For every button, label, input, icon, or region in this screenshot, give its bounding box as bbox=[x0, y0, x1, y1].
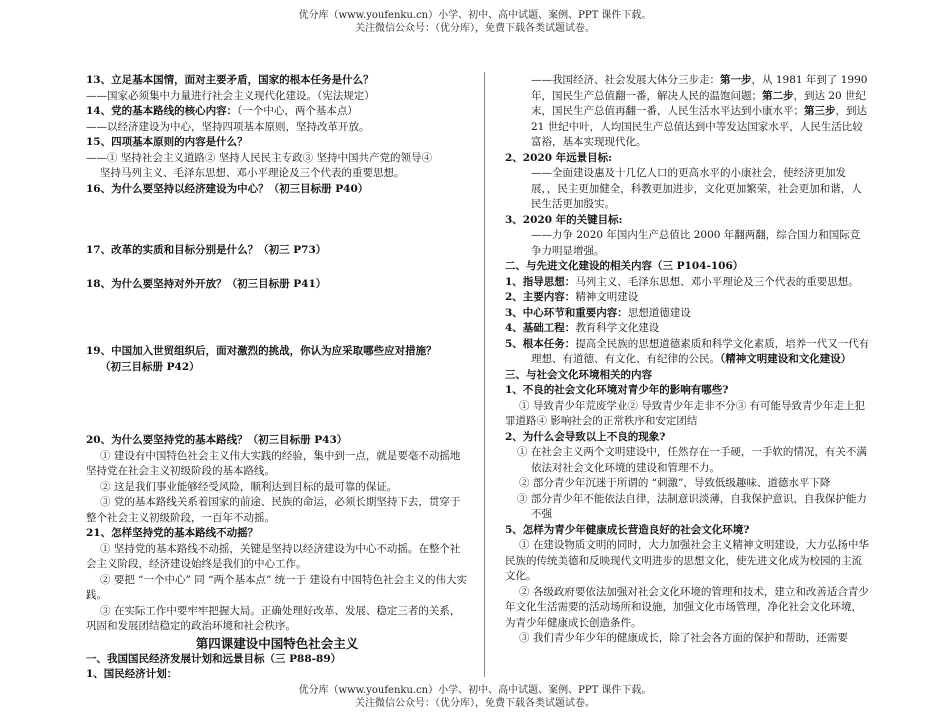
step-1-label: 第一步 bbox=[720, 74, 752, 86]
culture-item-1-label: 1、指导思想： bbox=[505, 275, 576, 288]
question-18: 18、为什么要坚持对外开放？（初三目标册 P41） bbox=[86, 277, 327, 290]
answer-k5-3: ③ 我们青少年少年的健康成长，除了社会各方面的保护和帮助，还需要 bbox=[519, 632, 848, 644]
culture-item-2-label: 2、主要内容： bbox=[505, 291, 576, 303]
goal-2020-text: ——全面建设惠及十几亿人口的更高水平的小康社会，使经济更加发展，，民主更加健全，科教更加进步，文化更加繁荣，社会更加和谐，人民生活更加殷实。 bbox=[531, 167, 862, 210]
culture-item-3 bbox=[505, 306, 870, 322]
question-20: 20、为什么要坚持党的基本路线？（初三目标册 P43） bbox=[86, 434, 348, 446]
section-3-heading: 三、与社会文化环境相关的内容 bbox=[505, 368, 652, 381]
footer-line-2: 关注微信公众号：（优分库），免费下载各类试题试卷。 bbox=[355, 697, 595, 709]
key-goal-heading: 3、2020 年的关键目标: bbox=[505, 213, 623, 226]
header-line-2: 关注微信公众号：（优分库），免费下载各类试题试卷。 bbox=[355, 22, 595, 34]
answer-k1: ① 导致青少年荒废学业② 导致青少年走非不分③ 有可能导致青少年走上犯罪道路④ 影响社会的正常秩序和安定团结 bbox=[505, 399, 866, 427]
question-17: 17、改革的实质和目标分别是什么？（初三 P73） bbox=[86, 244, 327, 256]
step-1-text: ，从 1981 年到了 1990 年，国民生产总值翻一番，解决人民的温饱问题； bbox=[531, 74, 868, 102]
question-19: 19、中国加入世贸组织后，面对激烈的挑战，你认为应采取哪些应对措施？ bbox=[86, 345, 437, 357]
left-column bbox=[86, 73, 468, 683]
step-2-text: ，到达 20 世纪末，国民生产总值再翻一番，人民生活水平达到小康水平； bbox=[531, 89, 867, 117]
culture-item-4-text: 教育科学文化建设 bbox=[575, 322, 660, 334]
answer-k2-3: ③ 部分青少年不能依法自律，法制意识淡薄，自我保护意识，自我保护能力不强 bbox=[517, 492, 867, 520]
question-k5: 5、怎样为青少年健康成长营造良好的社会文化环境? bbox=[505, 523, 750, 536]
step-3-text: ，到达 21 世纪中叶，人均国民生产总值达到中等发达国家水平，人民生活比较富裕，基本实现现代化。 bbox=[531, 105, 867, 148]
section-1-item-1: 1、国民经济计划： bbox=[86, 668, 178, 680]
header-line-1: 优分库（www.youfenku.cn）小学、初中、高中试题、案例、PPT 课件下载。 bbox=[298, 10, 652, 21]
answer-21-3: ③ 在实际工作中要牢牢把握大局。正确处理好改革、发展、稳定三者的关系，巩固和发展团结稳定的政治环境和社会秩序。 bbox=[86, 604, 461, 632]
culture-item-5-text: 提高全民族的思想道德素质和科学文化素质，培养一代又一代有理想、有道德、有文化、有纪律的公民。 bbox=[531, 337, 870, 365]
section-1-heading: 一、我国国民经济发展计划和远景目标（三 P88-89） bbox=[86, 652, 342, 665]
question-14 bbox=[86, 104, 468, 120]
culture-item-5-label: 5、根本任务： bbox=[505, 337, 576, 350]
step-2-label: 第二步 bbox=[762, 89, 794, 102]
goal-2020-heading: 2、2020 年远景目标: bbox=[505, 151, 613, 164]
culture-item-5-note: （精神文明建设和文化建设） bbox=[720, 353, 852, 365]
question-16: 16、为什么要坚持以经济建设为中心？（初三目标册 P40） bbox=[86, 182, 369, 195]
question-k1: 1、不良的社会文化环境对青少年的影响有哪些? bbox=[505, 384, 729, 396]
answer-15-line-2: 坚持马列主义、毛泽东思想、邓小平理论及三个代表的重要思想。 bbox=[100, 167, 405, 179]
question-21: 21、怎样坚持党的基本路线不动摇？ bbox=[86, 527, 259, 539]
step-3-label: 第三步 bbox=[804, 105, 836, 117]
answer-20-1: ① 建设有中国特色社会主义伟大实践的经验，集中到一点，就是要毫不动摇地坚持党在社会主义初级阶段的基本路线。 bbox=[86, 449, 461, 477]
culture-item-3-label: 3、中心环节和重要内容： bbox=[505, 306, 628, 319]
answer-k5-1: ① 在建设物质文明的同时，大力加强社会主义精神文明建设，大力弘扬中华民族的传统美德和反映现代文明进步的思想文化，使先进文化成为校园的主流文化。 bbox=[505, 539, 869, 582]
culture-item-4-label: 4、基础工程： bbox=[505, 322, 576, 334]
lesson-title: 第四课建设中国特色社会主义 bbox=[195, 635, 359, 651]
answer-20-2: ② 这是我们事业能够经受风险，顺利达到目标的最可靠的保证。 bbox=[100, 480, 398, 493]
culture-item-1 bbox=[505, 275, 870, 291]
right-column bbox=[505, 73, 870, 647]
page-header bbox=[0, 10, 950, 35]
column-divider bbox=[484, 72, 485, 677]
question-15: 15、四项基本原则的内容是什么？ bbox=[86, 136, 248, 148]
footer-line-1: 优分库（www.youfenku.cn）小学、初中、高中试题、案例、PPT 课件下载。 bbox=[298, 685, 652, 696]
page-footer bbox=[0, 685, 950, 710]
question-14-title: 14、党的基本路线的核心内容： bbox=[86, 105, 238, 117]
answer-k5-2: ② 各级政府要依法加强对社会文化环境的管理和技术，建立和改善适合青少年文化生活需要的活动场所和设施，加强文化市场管理，净化社会文化环境，为青少年健康成长创造条件。 bbox=[505, 585, 869, 629]
answer-21-2: ② 要把 “一个中心” 同 “两个基本点” 统一于 建设有中国特色社会主义的伟大实践。 bbox=[86, 573, 467, 601]
question-14-note: （一个中心，两个基本点） bbox=[237, 105, 358, 117]
answer-20-3: ③ 党的基本路线关系着国家的前途、民族的命运，必须长期坚持下去，贯穿于整个社会主义初级阶段，一百年不动摇。 bbox=[86, 496, 461, 524]
answer-15-line-1: ——① 坚持社会主义道路② 坚持人民民主专政③ 坚持中国共产党的领导④ bbox=[86, 151, 433, 164]
answer-k2-1: ① 在社会主义两个文明建设中，任然存在一手硬，一手软的情况，有关不满依法对社会文化环境的建设和管理不力。 bbox=[517, 446, 867, 474]
question-k2: 2、为什么会导致以上不良的现象? bbox=[505, 430, 666, 443]
answer-13: ——国家必须集中力量进行社会主义现代化建设。（宪法规定） bbox=[86, 89, 375, 102]
section-2-heading: 二、与先进文化建设的相关内容（三 P104-106） bbox=[505, 260, 744, 272]
answer-14: ——以经济建设为中心，坚持四项基本原则，坚持改革开放。 bbox=[86, 120, 370, 133]
plan-intro: ——我国经济、社会发展大体分三步走： bbox=[531, 74, 720, 86]
culture-item-2 bbox=[505, 290, 870, 306]
question-19-ref: （初三目标册 P42） bbox=[100, 360, 200, 373]
key-goal-text: ——力争 2020 年国内生产总值比 2000 年翻两翻，综合国力和国际竞争力明显增强。 bbox=[531, 229, 861, 257]
answer-k2-2: ② 部分青少年沉迷于所谓的 “刺激”，导致低级趣味、道德水平下降 bbox=[519, 477, 831, 489]
culture-item-3-text: 思想道德建设 bbox=[627, 306, 691, 319]
culture-item-4 bbox=[505, 321, 870, 337]
plan-paragraph bbox=[505, 73, 870, 151]
answer-21-1: ① 坚持党的基本路线不动摇，关键是坚持以经济建设为中心不动摇。在整个社会主义阶段，经济建设始终是我们的中心工作。 bbox=[86, 542, 461, 570]
question-13: 13、立足基本国情，面对主要矛盾，国家的根本任务是什么？ bbox=[86, 74, 374, 86]
culture-item-5 bbox=[505, 337, 870, 368]
culture-item-2-text: 精神文明建设 bbox=[575, 291, 639, 303]
culture-item-1-text: 马列主义、毛泽东思想、邓小平理论及三个代表的重要思想。 bbox=[575, 275, 859, 288]
